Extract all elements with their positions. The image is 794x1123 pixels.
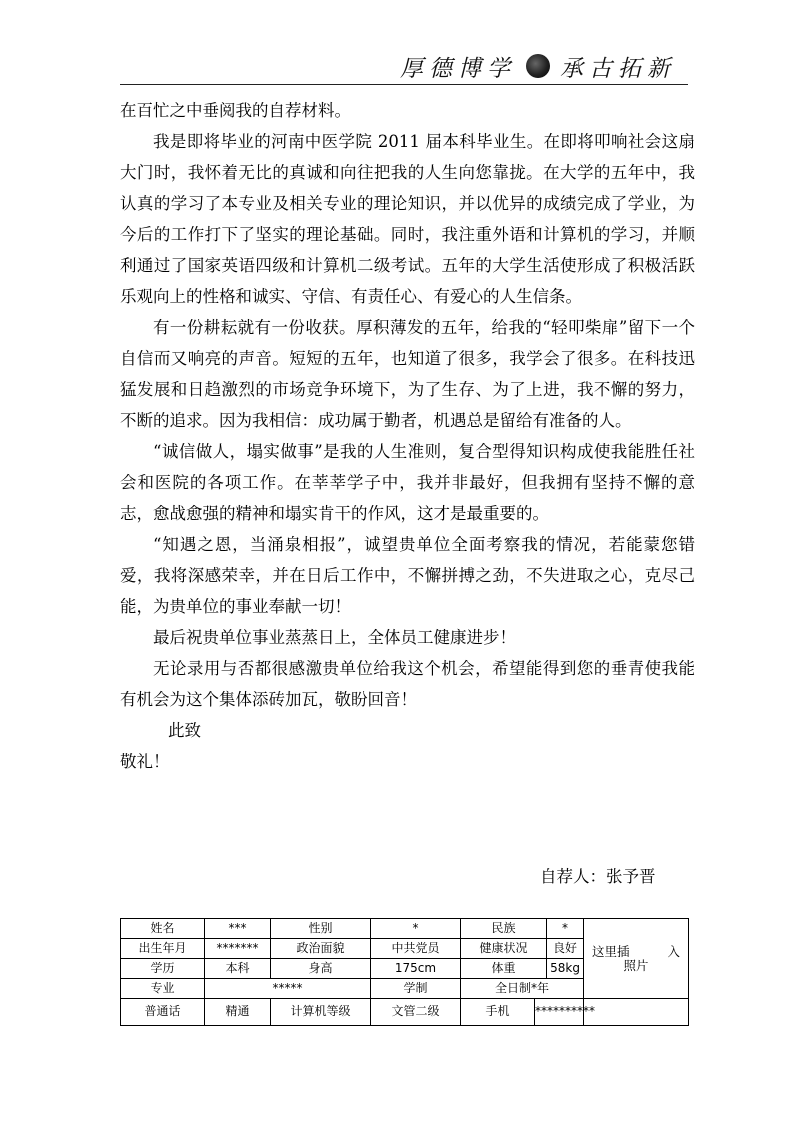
photo-text-2: 入 — [667, 943, 681, 959]
closing-regards: 敬礼！ — [120, 752, 170, 771]
education-label: 学历 — [121, 959, 205, 979]
photo-text: 这里插 — [592, 943, 630, 959]
header-divider — [120, 84, 688, 85]
birth-value: ******* — [205, 939, 271, 959]
school-emblem-icon — [526, 54, 550, 78]
gender-value: * — [371, 919, 461, 939]
paragraph-5: “知遇之恩，当涌泉相报”，诚望贵单位全面考察我的情况，若能蒙您错爱，我将深感荣幸，并在日后工作中，不懈拼搏之劲，不失进取之心，克尽己能，为贵单位的事业奉献一切！ — [120, 535, 695, 616]
computer-value: 文管二级 — [371, 999, 461, 1026]
signature: 自荐人：张予晋 — [540, 867, 656, 886]
paragraph-7: 无论录用与否都很感激贵单位给我这个机会，希望能得到您的垂青使我能有机会为这个集体添砖加瓦，敬盼回音！ — [120, 659, 695, 709]
closing-salutation: 此致 — [168, 721, 201, 740]
birth-label: 出生年月 — [121, 939, 205, 959]
phone-label: 手机 — [461, 999, 535, 1026]
name-value: *** — [205, 919, 271, 939]
paragraph-3: 有一份耕耘就有一份收获。厚积薄发的五年，给我的“轻叩柴扉”留下一个自信而又响亮的声音。短短的五年，也知道了很多，我学会了很多。在科技迅猛发展和日趋激烈的市场竞争环境下，为了生存、为了上进，我不懈的努力，不断的追求。因为我相信：成功属于勤者，机遇总是留给有准备的人。 — [120, 318, 695, 430]
paragraph-6: 最后祝贵单位事业蒸蒸日上，全体员工健康进步！ — [153, 628, 516, 647]
system-value: 全日制*年 — [461, 979, 584, 999]
photo-placeholder — [584, 919, 689, 999]
ethnicity-value: * — [547, 919, 584, 939]
health-value: 良好 — [547, 939, 584, 959]
mandarin-value: 精通 — [205, 999, 271, 1026]
letter-body — [120, 95, 695, 777]
name-label: 姓名 — [121, 919, 205, 939]
major-value: ***** — [205, 979, 371, 999]
height-value: 175cm — [371, 959, 461, 979]
ethnicity-label: 民族 — [461, 919, 547, 939]
political-label: 政治面貌 — [271, 939, 371, 959]
gender-label: 性别 — [271, 919, 371, 939]
personal-info-table — [120, 918, 689, 1026]
education-value: 本科 — [205, 959, 271, 979]
paragraph-1: 在百忙之中垂阅我的自荐材料。 — [120, 101, 351, 120]
weight-label: 体重 — [461, 959, 547, 979]
weight-value: 58kg — [547, 959, 584, 979]
paragraph-4: “诚信做人，塌实做事”是我的人生准则，复合型得知识构成使我能胜任社会和医院的各项工作。在莘莘学子中，我并非最好，但我拥有坚持不懈的意志，愈战愈强的精神和塌实肯干的作风，这才是最重要的。 — [120, 442, 695, 523]
blank-cell — [584, 999, 689, 1026]
paragraph-2: 我是即将毕业的河南中医学院 2011 届本科毕业生。在即将叩响社会这扇大门时，我怀着无比的真诚和向往把我的人生向您靠拢。在大学的五年中，我认真的学习了本专业及相关专业的理论知识，并以优异的成绩完成了学业，为今后的工作打下了坚实的理论基础。同时，我注重外语和计算机的学习，并顺利通过了国家英语四级和计算机二级考试。五年的大学生活使形成了积极活跃乐观向上的性格和诚实、守信、有责任心、有爱心的人生信条。 — [120, 132, 695, 306]
health-label: 健康状况 — [461, 939, 547, 959]
table-row — [121, 999, 689, 1026]
header-brand — [400, 48, 676, 84]
photo-text-3: 照片 — [623, 957, 649, 973]
system-label: 学制 — [371, 979, 461, 999]
phone-value: ********** — [535, 999, 584, 1026]
mandarin-label: 普通话 — [121, 999, 205, 1026]
brand-motto-right: 承古拓新 — [560, 55, 676, 82]
brand-motto-left: 厚德博学 — [400, 55, 516, 82]
major-label: 专业 — [121, 979, 205, 999]
table-row — [121, 919, 689, 939]
height-label: 身高 — [271, 959, 371, 979]
computer-label: 计算机等级 — [271, 999, 371, 1026]
political-value: 中共党员 — [371, 939, 461, 959]
